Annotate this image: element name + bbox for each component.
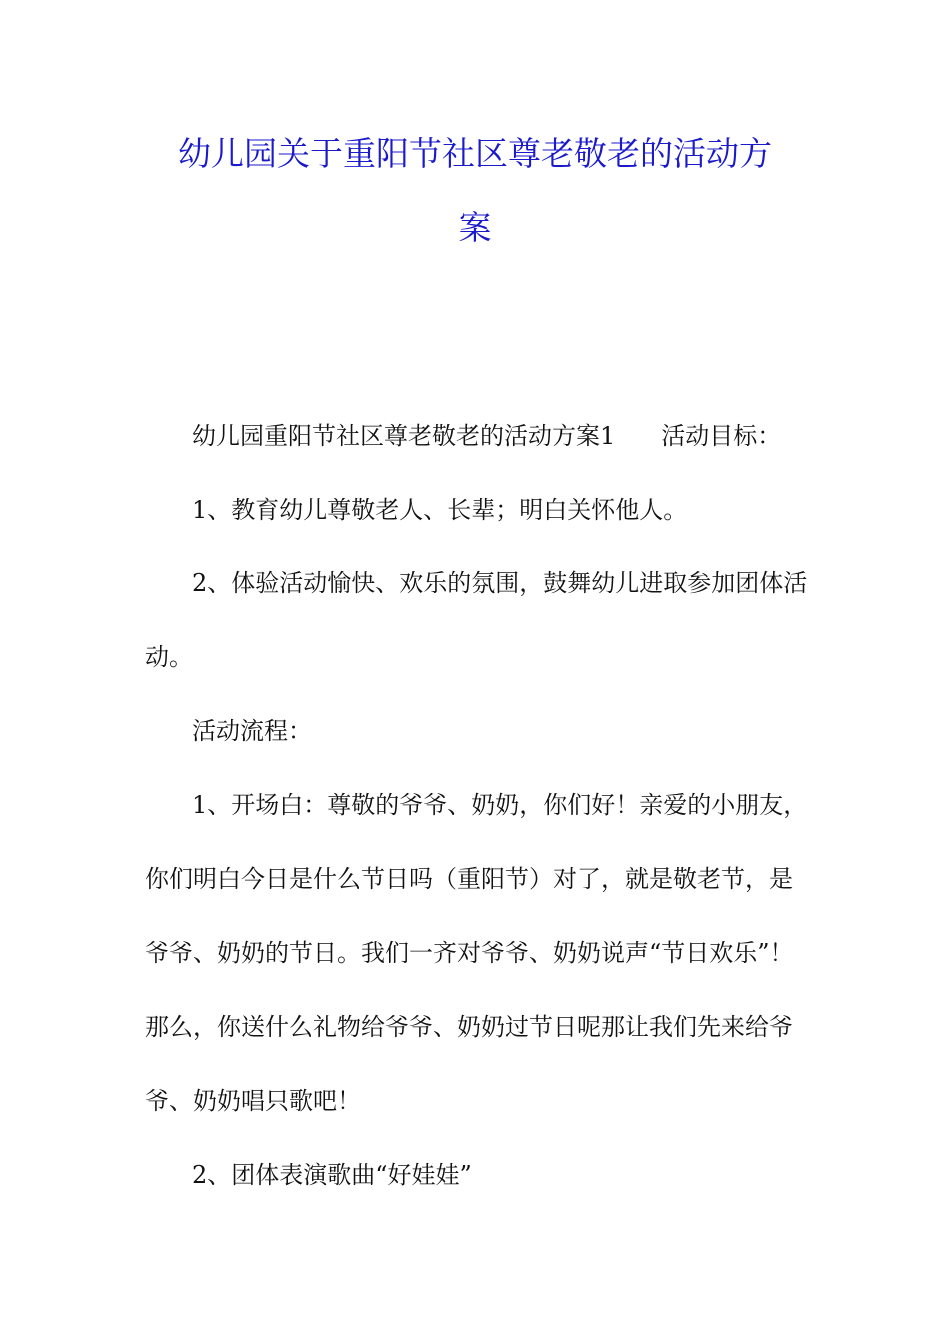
document-title-line-1: 幼儿园关于重阳节社区尊老敬老的活动方 [178,134,772,173]
step-1-line-3: 爷爷、奶奶的节日。我们一齐对爷爷、奶奶说声“节日欢乐”！ [145,939,794,967]
step-1-line-1: 1、开场白：尊敬的爷爷、奶奶，你们好！亲爱的小朋友， [192,791,808,819]
step-1-line-4: 那么，你送什么礼物给爷爷、奶奶过节日呢那让我们先来给爷 [145,1013,793,1041]
step-1-line-5: 爷、奶奶唱只歌吧！ [145,1087,361,1115]
goal-item-2-line-2: 动。 [145,643,193,671]
intro-paragraph [192,421,781,451]
goal-label: 活动目标： [661,422,782,450]
step-2: 2、团体表演歌曲“好娃娃” [192,1161,472,1189]
process-label: 活动流程： [192,717,312,745]
intro-heading: 幼儿园重阳节社区尊老敬老的活动方案1 [192,422,616,450]
step-1-line-2: 你们明白今日是什么节日吗（重阳节）对了，就是敬老节，是 [145,865,793,893]
goal-item-1: 1、教育幼儿尊敬老人、长辈；明白关怀他人。 [192,496,688,524]
goal-item-2-line-1: 2、体验活动愉快、欢乐的氛围，鼓舞幼儿进取参加团体活 [192,569,808,597]
document-title-line-2: 案 [458,208,492,247]
